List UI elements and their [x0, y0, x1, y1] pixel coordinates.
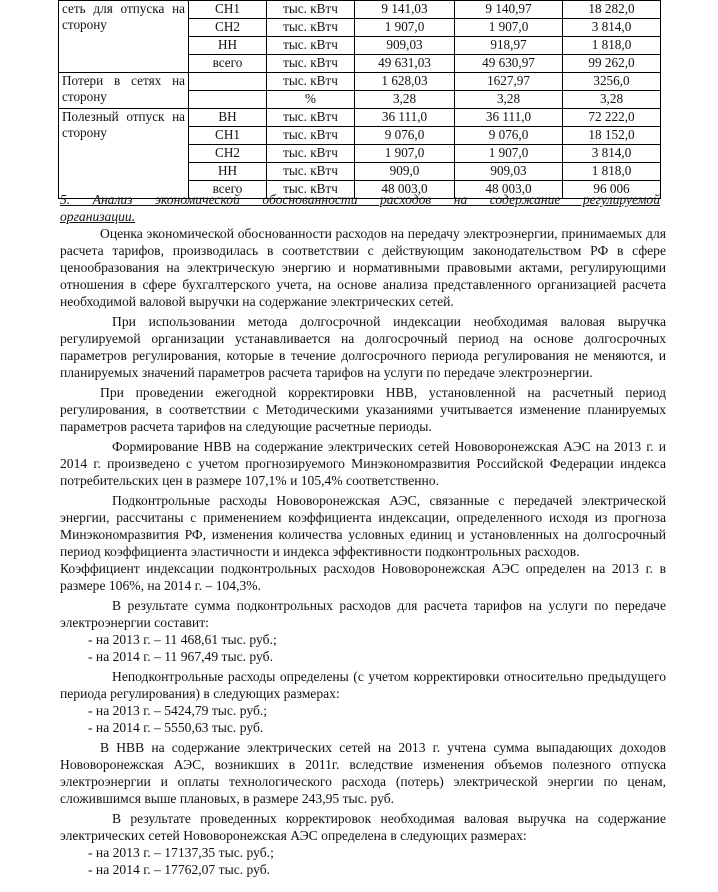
total-cell: 3256,0: [563, 73, 661, 91]
list-item-2013-uncontrolled: - на 2013 г. – 5424,79 тыс. руб.;: [88, 703, 268, 718]
value-cell-1: 909,03: [355, 37, 455, 55]
unit-cell: тыс. кВтч: [267, 181, 355, 199]
value-cell-1: 9 141,03: [355, 1, 455, 19]
value-cell-2: 918,97: [455, 37, 563, 55]
row-group-label: Полезный отпуск на сторону: [59, 109, 189, 199]
value-cell-1: 9 076,0: [355, 127, 455, 145]
total-cell: 3 814,0: [563, 145, 661, 163]
paragraph-lost-income: В НВВ на содержание электрических сетей на 2013 г. учтена сумма выпадающих доходов Нововоронежская АЭС, возникших в 2011г. вследствие изменения объемов полезного отпуска электроэнергии и оплаты технологического расхода (потерь) электрической энергии по ценам, сложившимся выше плановых, в размере 243,95 тыс. руб.: [60, 740, 666, 806]
voltage-level-cell: НН: [189, 37, 267, 55]
value-cell-2: 9 140,97: [455, 1, 563, 19]
row-group-label: Потери в сетях на сторону: [59, 73, 189, 109]
total-cell: 18 152,0: [563, 127, 661, 145]
value-cell-1: 1 907,0: [355, 145, 455, 163]
total-cell: 1 818,0: [563, 37, 661, 55]
unit-cell: тыс. кВтч: [267, 37, 355, 55]
value-cell-1: 3,28: [355, 91, 455, 109]
unit-cell: тыс. кВтч: [267, 1, 355, 19]
table-row: [59, 1, 661, 19]
value-cell-1: 48 003,0: [355, 181, 455, 199]
voltage-level-cell: [189, 73, 267, 91]
voltage-level-cell: [189, 91, 267, 109]
list-item-2013-nvv: - на 2013 г. – 17137,35 тыс. руб.;: [88, 845, 274, 860]
value-cell-1: 1 907,0: [355, 19, 455, 37]
paragraph-controlled-sum: В результате сумма подконтрольных расходов для расчета тарифов на услуги по передаче электроэнергии составит:: [60, 598, 666, 630]
unit-cell: тыс. кВтч: [267, 19, 355, 37]
unit-cell: тыс. кВтч: [267, 55, 355, 73]
value-cell-2: 48 003,0: [455, 181, 563, 199]
total-cell: 18 282,0: [563, 1, 661, 19]
value-cell-1: 909,0: [355, 163, 455, 181]
section-heading-line-1: 5. Анализ экономической обоснованности расходов на содержание регулируемой: [60, 192, 660, 207]
paragraph-annual-adjustment: При проведении ежегодной корректировки НВВ, установленной на расчетный период регулирования, в соответствии с Методическими указаниями учитывается изменение планируемых параметров расчета тарифов на следующие расчетные периоды.: [60, 385, 666, 434]
voltage-level-cell: ВН: [189, 109, 267, 127]
voltage-level-cell: СН2: [189, 19, 267, 37]
value-cell-2: 3,28: [455, 91, 563, 109]
paragraph-long-term-indexation: При использовании метода долгосрочной индексации необходимая валовая выручка регулируемой организации устанавливается на долгосрочный период на основе долгосрочных параметров регулирования, которые в течение долгосрочного периода регулирования не меняются, и планируемых значений параметров расчета тарифов на услуги по передаче электроэнергии.: [60, 314, 666, 380]
body-text: [60, 225, 666, 878]
value-cell-2: 1 907,0: [455, 19, 563, 37]
paragraph-nvv-formation: Формирование НВВ на содержание электрических сетей Нововоронежская АЭС на 2013 г. и 2014 г. произведено с учетом прогнозируемого Минэкономразвития Российской Федерации индекса потребительских цен в размере 107,1% и 105,4% соответственно.: [60, 439, 666, 488]
energy-balance-table: [58, 0, 661, 199]
value-cell-2: 49 630,97: [455, 55, 563, 73]
value-cell-1: 49 631,03: [355, 55, 455, 73]
paragraph-uncontrolled-expenses: Неподконтрольные расходы определены (с учетом корректировки относительно предыдущего периода регулирования) в следующих размерах:: [60, 669, 666, 701]
value-cell-2: 1 907,0: [455, 145, 563, 163]
unit-cell: тыс. кВтч: [267, 73, 355, 91]
value-cell-2: 36 111,0: [455, 109, 563, 127]
total-cell: 96 006: [563, 181, 661, 199]
unit-cell: тыс. кВтч: [267, 145, 355, 163]
total-cell: 3 814,0: [563, 19, 661, 37]
total-cell: 1 818,0: [563, 163, 661, 181]
list-item-2013-controlled: - на 2013 г. – 11 468,61 тыс. руб.;: [88, 632, 277, 647]
value-cell-2: 909,03: [455, 163, 563, 181]
paragraph-indexation-coefficient: Коэффициент индексации подконтрольных расходов Нововоронежская АЭС определен на 2013 г. в размере 106%, на 2014 г. – 104,3%.: [60, 561, 666, 593]
table-row: [59, 109, 661, 127]
section-heading-line-2: организации.: [60, 209, 136, 224]
paragraph-final-nvv: В результате проведенных корректировок необходимая валовая выручка на содержание электрических сетей Нововоронежская АЭС определена в следующих размерах:: [60, 811, 666, 843]
unit-cell: %: [267, 91, 355, 109]
voltage-level-cell: всего: [189, 55, 267, 73]
voltage-level-cell: всего: [189, 181, 267, 199]
total-cell: 99 262,0: [563, 55, 661, 73]
list-item-2014-uncontrolled: - на 2014 г. – 5550,63 тыс. руб.: [88, 720, 264, 735]
row-group-label: сеть для отпуска на сторону: [59, 1, 189, 73]
total-cell: 3,28: [563, 91, 661, 109]
paragraph-controlled-expenses: Подконтрольные расходы Нововоронежская АЭС, связанные с передачей электрической энергии, рассчитаны с применением коэффициента индексации, определенного исходя из прогноза Минэкономразвития РФ, изменения количества условных единиц и установленных на долгосрочный период коэффициента эластичности и индекса эффективности подконтрольных расходов.: [60, 493, 666, 559]
unit-cell: тыс. кВтч: [267, 163, 355, 181]
list-item-2014-nvv: - на 2014 г. – 17762,07 тыс. руб.: [88, 862, 271, 877]
voltage-level-cell: СН2: [189, 145, 267, 163]
value-cell-2: 9 076,0: [455, 127, 563, 145]
voltage-level-cell: СН1: [189, 1, 267, 19]
unit-cell: тыс. кВтч: [267, 109, 355, 127]
section-heading: [60, 191, 660, 225]
unit-cell: тыс. кВтч: [267, 127, 355, 145]
table-row: [59, 73, 661, 91]
value-cell-2: 1627,97: [455, 73, 563, 91]
voltage-level-cell: НН: [189, 163, 267, 181]
total-cell: 72 222,0: [563, 109, 661, 127]
value-cell-1: 36 111,0: [355, 109, 455, 127]
list-item-2014-controlled: - на 2014 г. – 11 967,49 тыс. руб.: [88, 649, 273, 664]
value-cell-1: 1 628,03: [355, 73, 455, 91]
paragraph-assessment: Оценка экономической обоснованности расходов на передачу электроэнергии, принимаемых для расчета тарифов, производилась в соответствии с действующим законодательством РФ в сфере ценообразования на электрическую энергию и нормативными правовыми актами, регулирующими отношения в сфере бухгалтерского учета, на основе анализа представленного организацией расчета необходимой валовой выручки на содержание электрических сетей.: [60, 226, 666, 309]
voltage-level-cell: СН1: [189, 127, 267, 145]
